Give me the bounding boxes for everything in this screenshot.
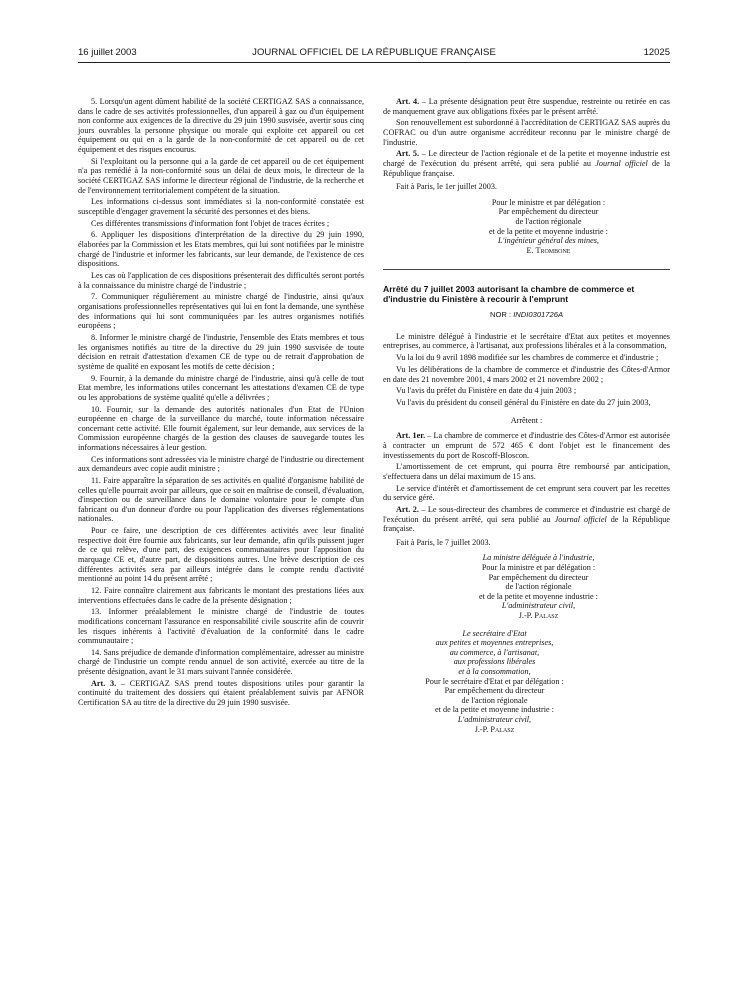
- paragraph: 10. Fournir, sur la demande des autorités nationales d'un Etat de l'Union européenne en charge de la surveillance du marché, toute information nécessaire concernant cette activité. Elle fournit également, sur leur demande, aux services de la Commission européenne chargés de la gestion des clauses de sauvegarde toutes les informations nécessaires à leur gestion.: [78, 404, 364, 452]
- article-text: – Le sous-directeur des chambres de commerce et d'industrie est chargé de l'exécution du présent arrêté, qui sera publié au: [383, 505, 670, 524]
- article-3: [78, 679, 364, 708]
- signature-line: au commerce, à l'artisanat,: [449, 647, 540, 657]
- article-text: – CERTIGAZ SAS prend toutes dispositions utiles pour garantir la continuité du traitement des dossiers qui étaient préalablement suivis par AFNOR Certification SA au titre de la directive du 29 juin 1990 susvisée.: [78, 678, 364, 708]
- paragraph: Ces différentes transmissions d'information font l'objet de traces écrites ;: [91, 218, 330, 228]
- article-label: Art. 3.: [91, 678, 117, 688]
- paragraph: Les cas où l'application de ces dispositions présenterait des difficultés seront portés à la connaissance du ministre chargé de l'industrie ;: [78, 271, 364, 290]
- signature-line: Par empêchement du directeur: [488, 572, 589, 582]
- article-text: de la République française.: [383, 514, 671, 534]
- signature-line: Par empêchement du directeur: [444, 686, 545, 696]
- paragraph: Vu l'avis du préfet du Finistère en date du 4 juin 2003 ;: [396, 386, 577, 396]
- paragraph: 14. Sans préjudice de demande d'information complémentaire, adresser au ministre chargé de l'industrie un compte rendu annuel de son activité, exercée au titre de la présente désignation, avant le 31 mars suivant l'année considérée.: [78, 647, 364, 677]
- signature-block: [383, 629, 670, 735]
- header-rule: [78, 62, 670, 63]
- paragraph: 13. Informer préalablement le ministre chargé de l'industrie de toutes modifications concernant l'assurance en responsabilité civile souscrite afin de couvrir les risques inhérents à l'activité d'évaluation de la conformité dans le cadre communautaire ;: [78, 607, 364, 646]
- paragraph: 12. Faire connaître clairement aux fabricants le montant des prestations liées aux interventions effectuées dans le cadre de la présente désignation ;: [78, 585, 364, 605]
- signature-date: Fait à Paris, le 1er juillet 2003.: [396, 182, 497, 192]
- article-label: Art. 2.: [396, 505, 419, 515]
- paragraph: Le service d'intérêt et d'amortissement de cet emprunt sera couvert par les recettes du service géré.: [383, 483, 670, 503]
- paragraph: 11. Faire apparaître la séparation de ses activités en qualité d'organisme habilité de celles qu'elle pourrait avoir par ailleurs, que ce soit en maîtrise de conseil, d'évaluation, d'inspection ou de surveillance dans le domaine volontaire pour le compte d'un fabricant ou d'un donneur d'ordre ou pour l'application des diverses réglementations nationales.: [78, 476, 364, 524]
- signature-line: L'administrateur civil,: [457, 714, 532, 724]
- paragraph: Si l'exploitant ou la personne qui a la garde de cet appareil ou de cet équipement n'a pas remédié à la non-conformité sous un délai de deux mois, le directeur de la société CERTIGAZ SAS informe le directeur régional de l'industrie, de la recherche et de l'environnement territorialement compétent de la situation.: [78, 156, 364, 195]
- signature-line: de l'action régionale: [461, 695, 528, 705]
- nor-label: NOR :: [489, 310, 514, 320]
- paragraph: Son renouvellement est subordonné à l'accréditation de CERTIGAZ SAS auprès du COFRAC ou d'un autre organisme accréditeur reconnu par le ministre chargé de l'industrie.: [383, 118, 670, 147]
- signature-line: La ministre déléguée à l'industrie,: [482, 553, 595, 563]
- signature-line: de l'action régionale: [505, 582, 572, 592]
- signature-line: aux professions libérales: [453, 657, 536, 667]
- header-journal-title: JOURNAL OFFICIEL DE LA RÉPUBLIQUE FRANÇAISE: [252, 47, 496, 58]
- paragraph: 8. Informer le ministre chargé de l'industrie, l'ensemble des Etats membres et tous les organismes notifiés au titre de la directive du 29 juin 1990 susvisée de toute décision en retrait d'attestation d'examen CE de type ou de retrait d'approbation de système de qualité en exposant les motifs de cette décision ;: [78, 332, 364, 371]
- page-header: [78, 47, 670, 61]
- signature-line: et de la petite et moyenne industrie :: [489, 226, 608, 236]
- signature-line: et de la petite et moyenne industrie :: [435, 705, 554, 715]
- signature-line: Par empêchement du directeur: [498, 207, 599, 217]
- paragraph: 9. Fournir, à la demande du ministre chargé de l'industrie, ainsi qu'à celle de tout Etat membre, les informations utiles concernant les attestations d'examen CE de type ou les approbations de système qualité qu'elle a délivrées ;: [78, 373, 364, 402]
- left-column: [78, 97, 364, 710]
- right-column: [383, 97, 670, 742]
- article-text: – La présente désignation peut être suspendue, restreinte ou retirée en cas de manquement grave aux obligations fixées par le présent arrêté.: [383, 97, 670, 116]
- paragraph: Les informations ci-dessus sont immédiates si la non-conformité constatée est susceptible d'engager gravement la sécurité des personnes et des biens.: [78, 197, 364, 216]
- signatory-name: J.-P. Palasz: [474, 724, 515, 734]
- header-date: 16 juillet 2003: [78, 47, 137, 58]
- signature-line: L'administrateur civil,: [501, 601, 576, 611]
- paragraph: L'amortissement de cet emprunt, qui pourra être remboursé par anticipation, s'effectuera dans un délai maximum de 15 ans.: [383, 462, 670, 481]
- journal-name: Journal officiel: [554, 514, 607, 524]
- arretent-heading: Arrêtent :: [510, 415, 543, 425]
- signature-block: [383, 198, 670, 256]
- article-4: [383, 97, 670, 116]
- signature-block: [383, 553, 670, 620]
- signatory-name: E. Trombone: [526, 245, 571, 255]
- signature-line: et de la petite et moyenne industrie :: [479, 591, 598, 601]
- signature-line: aux petites et moyennes entreprises,: [435, 638, 554, 648]
- paragraph: Vu les délibérations de la chambre de commerce et d'industrie des Côtes-d'Armor en date des 21 novembre 2001, 4 mars 2002 et 21 novembre 2002 ;: [383, 365, 670, 384]
- article-text: de la République française.: [383, 158, 670, 178]
- signatory-name: J.-P. Palasz: [518, 611, 559, 621]
- article-label: Art. 4.: [396, 97, 420, 106]
- paragraph: 7. Communiquer régulièrement au ministre chargé de l'industrie, ainsi qu'aux organisations professionnelles représentatives qui lui en font la demande, une synthèse des informations qui lui sont communiquées par les autres organismes notifiés européens ;: [78, 292, 364, 331]
- nor-reference: [383, 310, 670, 320]
- journal-name: Journal officiel: [595, 158, 648, 168]
- signature-line: et à la consommation,: [458, 667, 531, 676]
- article-label: Art. 5.: [396, 149, 420, 159]
- signature-line: Pour la ministre et par délégation :: [481, 563, 596, 573]
- paragraph: 6. Appliquer les dispositions d'interprétation de la directive du 29 juin 1990, élaborées par la Commission et les Etats membres, qui lui sont notifiées par le ministre chargé de l'industrie et informer les fabricants, sur leur demande, de l'existence de ces dispositions.: [78, 230, 364, 269]
- signature-date: Fait à Paris, le 7 juillet 2003.: [396, 537, 491, 547]
- article-text: – La chambre de commerce et d'industrie des Côtes-d'Armor est autorisée à contracter un emprunt de 572 465 € dont l'objet est le financement des investissements du port de Roscoff-Bloscon.: [383, 431, 671, 460]
- header-page-number: 12025: [643, 47, 670, 58]
- article-2: [383, 505, 670, 534]
- signature-line: Pour le secrétaire d'Etat et par délégation :: [425, 676, 564, 686]
- signature-line: Pour le ministre et par délégation :: [491, 197, 606, 207]
- paragraph: Ces informations sont adressées via le ministre chargé de l'industrie ou directement aux demandeurs avec copie audit ministre ;: [78, 454, 364, 474]
- paragraph: Pour ce faire, une description de ces différentes activités avec leur finalité respective doit être fournie aux fabricants, sur leur demande, afin qu'ils puissent juger de ce qui relève, d'une part, des exigences communautaires pour l'apposition du marquage CE et, d'autre part, de dispositions autres. Une brève description de ces différentes activités sera par ailleurs intégrée dans le compte rendu d'activité mentionné au point 14 du présent arrêté ;: [78, 526, 364, 584]
- article-text: – Le directeur de l'action régionale et de la petite et moyenne industrie est chargé de l'exécution du présent arrêté, qui sera publié au: [383, 149, 670, 168]
- paragraph: Vu la loi du 9 avril 1898 modifiée sur les chambres de commerce et d'industrie ;: [396, 353, 659, 363]
- nor-code: INDI0301726A: [513, 310, 564, 320]
- paragraph: Le ministre délégué à l'industrie et le secrétaire d'Etat aux petites et moyennes entreprises, au commerce, à l'artisanat, aux professions libérales et à la consommation,: [383, 331, 670, 351]
- article-5: [383, 149, 670, 178]
- article-1: [383, 431, 670, 460]
- paragraph: 5. Lorsqu'un agent dûment habilité de la société CERTIGAZ SAS a connaissance, dans le cadre de ses activités professionnelles, d'un appareil à gaz ou d'un équipement non conforme aux exigences de la directive du 29 juin 1990 susvisée, avertir sous cinq jours ouvrables la personne physique ou morale qui exploite cet appareil ou cet équipement ou qui en a la garde de la non-conformité de cet appareil ou de cet équipement et des risques encourus.: [78, 97, 364, 154]
- signature-line: Le secrétaire d'Etat: [462, 628, 527, 638]
- signature-line: L'ingénieur général des mines,: [498, 236, 599, 246]
- decree-title: Arrêté du 7 juillet 2003 autorisant la chambre de commerce et d'industrie du Finistère à recourir à l'emprunt: [383, 269, 670, 304]
- article-label: Art. 1er.: [396, 431, 426, 441]
- paragraph: Vu l'avis du président du conseil général du Finistère en date du 27 juin 2003,: [396, 398, 651, 408]
- signature-line: de l'action régionale: [515, 216, 582, 226]
